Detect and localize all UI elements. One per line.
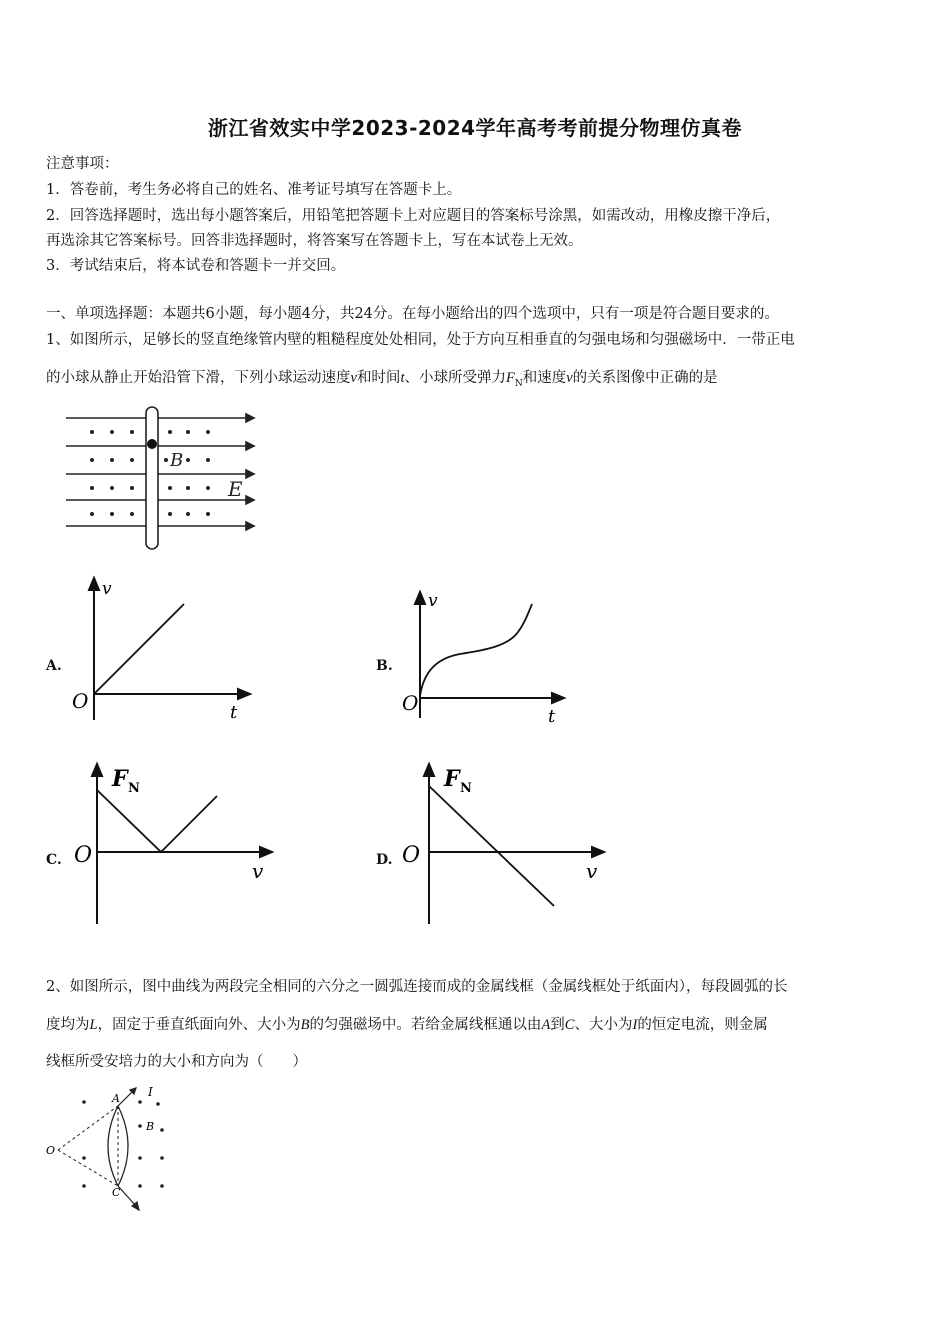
option-a-graph[interactable] (68, 572, 258, 728)
q1-text: 的小球从静止开始沿管下滑，下列小球运动速度 (46, 370, 351, 386)
origin-label: O (72, 689, 89, 713)
q1-text: 和速度 (522, 370, 567, 386)
q2-text: 的匀强磁场中。若给金属线框通以由 (309, 1017, 542, 1033)
notice-item-2a: 2．回答选择题时，选出每小题答案后，用铅笔把答题卡上对应题目的答案标号涂黑，如需改动，用橡皮擦干净后， (46, 208, 781, 224)
q1-text: 和时间 (356, 370, 401, 386)
field-b-label: B (146, 1120, 155, 1133)
var-l: L (89, 1017, 98, 1033)
var-c: C (564, 1017, 575, 1033)
var-v: v (350, 370, 357, 386)
q2-text: 的恒定电流，则金属 (637, 1017, 768, 1033)
point-c-label: C (112, 1186, 121, 1199)
q2-line1: 2、如图所示，图中曲线为两段完全相同的六分之一圆弧连接而成的金属线框（金属线框处于纸面内），每段圆弧的长 (46, 979, 788, 995)
axis-y-label: F (112, 766, 128, 792)
q1-line1: 1、如图所示，足够长的竖直绝缘管内壁的粗糙程度处处相同，处于方向互相垂直的匀强电场和匀强磁场中．一带正电 (46, 332, 795, 348)
q1-text: 、小球所受弹力 (404, 370, 506, 386)
axis-y-label: F (444, 766, 460, 792)
var-v: v (566, 370, 573, 386)
current-i-label: I (148, 1085, 153, 1099)
notice-item-1: 1．答卷前，考生务必将自己的姓名、准考证号填写在答题卡上。 (46, 182, 462, 198)
option-b-graph[interactable] (398, 584, 578, 728)
q2-text: 度均为 (46, 1017, 90, 1033)
axis-y-sub: N (128, 781, 140, 796)
q2-line2 (46, 1013, 768, 1034)
q1-line2 (46, 366, 718, 389)
option-d-label[interactable]: D. (376, 852, 393, 868)
var-a: A (541, 1017, 551, 1033)
axis-x-label: t (230, 702, 238, 723)
var-b: B (300, 1017, 310, 1033)
notice-item-2b: 再选涂其它答案标号。回答非选择题时，将答案写在答题卡上，写在本试卷上无效。 (46, 233, 583, 249)
q2-text: 到 (550, 1017, 565, 1033)
option-c-label[interactable]: C. (46, 852, 62, 868)
q1-text: 的关系图像中正确的是 (572, 370, 718, 386)
option-b-label[interactable]: B. (376, 658, 393, 674)
origin-label: O (402, 843, 421, 868)
axis-x-label: t (548, 706, 556, 727)
q2-line3: 线框所受安培力的大小和方向为（ ） (46, 1054, 307, 1070)
q2-text: 、大小为 (574, 1017, 633, 1033)
center-o-label: O (46, 1144, 56, 1157)
q2-text: ，固定于垂直纸面向外、大小为 (97, 1017, 301, 1033)
var-fn: F (505, 370, 515, 386)
field-b-label: B (170, 450, 184, 471)
origin-label: O (402, 691, 419, 715)
var-i: I (632, 1017, 638, 1033)
page-title: 浙江省效实中学2023-2024学年高考考前提分物理仿真卷 (207, 116, 743, 140)
option-a-label[interactable]: A. (46, 658, 62, 674)
var-fn-sub: N (514, 378, 523, 389)
q2-frame-figure (40, 1082, 190, 1214)
notice-item-3: 3．考试结束后，将本试卷和答题卡一并交回。 (46, 258, 346, 274)
field-e-label: E (228, 477, 243, 501)
var-t: t (400, 370, 405, 386)
section-heading: 一、单项选择题：本题共6小题，每小题4分，共24分。在每小题给出的四个选项中，只有一项是符合题目要求的。 (46, 306, 779, 322)
axis-y-label: v (102, 579, 112, 599)
axis-x-label: v (586, 859, 598, 883)
q1-field-figure (60, 404, 270, 554)
axis-y-label: v (428, 591, 438, 611)
option-c-graph[interactable] (66, 756, 276, 926)
origin-label: O (74, 843, 93, 868)
axis-x-label: v (252, 859, 264, 883)
point-a-label: A (112, 1092, 120, 1105)
axis-y-sub: N (460, 781, 472, 796)
option-d-graph[interactable] (398, 756, 614, 926)
notice-heading: 注意事项： (46, 156, 119, 172)
